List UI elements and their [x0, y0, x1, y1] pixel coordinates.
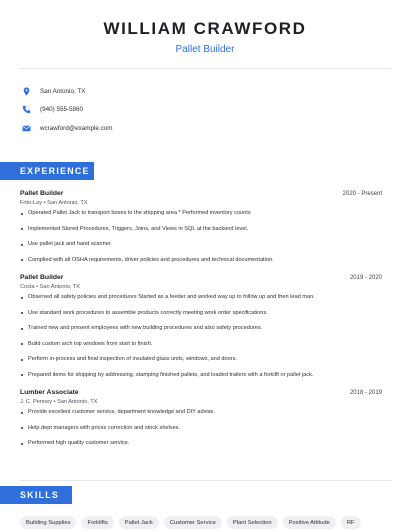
job-dates: 2020 - Present [342, 191, 382, 197]
skill-chip: Building Supplies [20, 516, 76, 529]
job-bullets [20, 294, 382, 379]
skills-heading: SKILLS [0, 486, 72, 504]
header-divider [19, 68, 391, 69]
bullet-item: Use pallet jack and hand scanner. [20, 241, 382, 248]
job-bullets [20, 210, 382, 264]
skill-chip: Positive Attitude [283, 516, 336, 529]
job-bullets [20, 409, 382, 447]
envelope-icon [22, 124, 31, 133]
bullet-item: Build custom arch top windows from start to finish. [20, 341, 382, 348]
skill-chip: Customer Service [164, 516, 222, 529]
job-entry [20, 389, 382, 456]
bullet-item: Provide excellent customer service, department knowledge and DIY advise. [20, 409, 382, 416]
job-dates: 2018 - 2019 [349, 390, 382, 396]
job-title: Pallet Builder [20, 190, 64, 197]
candidate-name: WILLIAM CRAWFORD [103, 19, 307, 38]
bullet-item: Perform in-process and final inspection of insulated glass units, windows, and doors. [20, 356, 382, 363]
contact-location [22, 82, 113, 101]
phone-icon [22, 105, 31, 114]
bullet-item: Trained new and present employees with new building procedures and also safety procedures. [20, 325, 382, 332]
skill-chip: RF [341, 516, 361, 529]
job-company: Costa • San Antonio, TX [20, 284, 81, 290]
bullet-item: Implemented Stored Procedures, Triggers, Joins, and Views in SQL at the backend level. [20, 226, 382, 233]
resume-header [0, 0, 410, 56]
location-text: San Antonio, TX [40, 87, 86, 95]
section-divider [19, 480, 391, 481]
candidate-role: Pallet Builder [175, 44, 235, 55]
job-company: Frito-Lay • San Antonio, TX [20, 200, 88, 206]
contact-phone [22, 101, 113, 120]
phone-text: (940) 555-5860 [40, 106, 84, 114]
job-title: Lumber Associate [20, 389, 79, 396]
bullet-item: Performed high quality customer service. [20, 440, 382, 447]
bullet-item: Help dept managers with prices correction and stock shelves. [20, 425, 382, 432]
job-title: Pallet Builder [20, 274, 64, 281]
contact-email [22, 119, 113, 138]
map-pin-icon [22, 87, 31, 96]
contact-list [22, 82, 113, 138]
email-text: wcrawford@example.com [40, 124, 113, 132]
job-dates: 2019 - 2020 [349, 275, 382, 281]
job-entry [20, 190, 382, 272]
bullet-item: Operated Pallet Jack to transport boxes to the shipping area * Performed inventory counts [20, 210, 382, 217]
skill-chip: Forklifts [81, 516, 113, 529]
job-entry [20, 274, 382, 388]
bullet-item: Prepared items for shipping by addressing, stamping finished pallets, and loaded trailers with a forklift or pallet jack. [20, 372, 382, 379]
bullet-item: Observed all safety policies and procedures Started as a feeder and worked way up to follow up and then lead man. [20, 294, 382, 301]
experience-heading: EXPERIENCE [0, 162, 94, 180]
skills-list [20, 516, 361, 529]
bullet-item: Use standard work procedures to assemble products correctly meeting work order specifications. [20, 310, 382, 317]
job-company: J. C. Penney • San Antonio, TX [20, 399, 98, 405]
skill-chip: Plant Selection [227, 516, 278, 529]
bullet-item: Complied with all OSHA requirements, driver policies and procedures and technical documentation. [20, 257, 382, 264]
skill-chip: Pallet Jack [119, 516, 159, 529]
